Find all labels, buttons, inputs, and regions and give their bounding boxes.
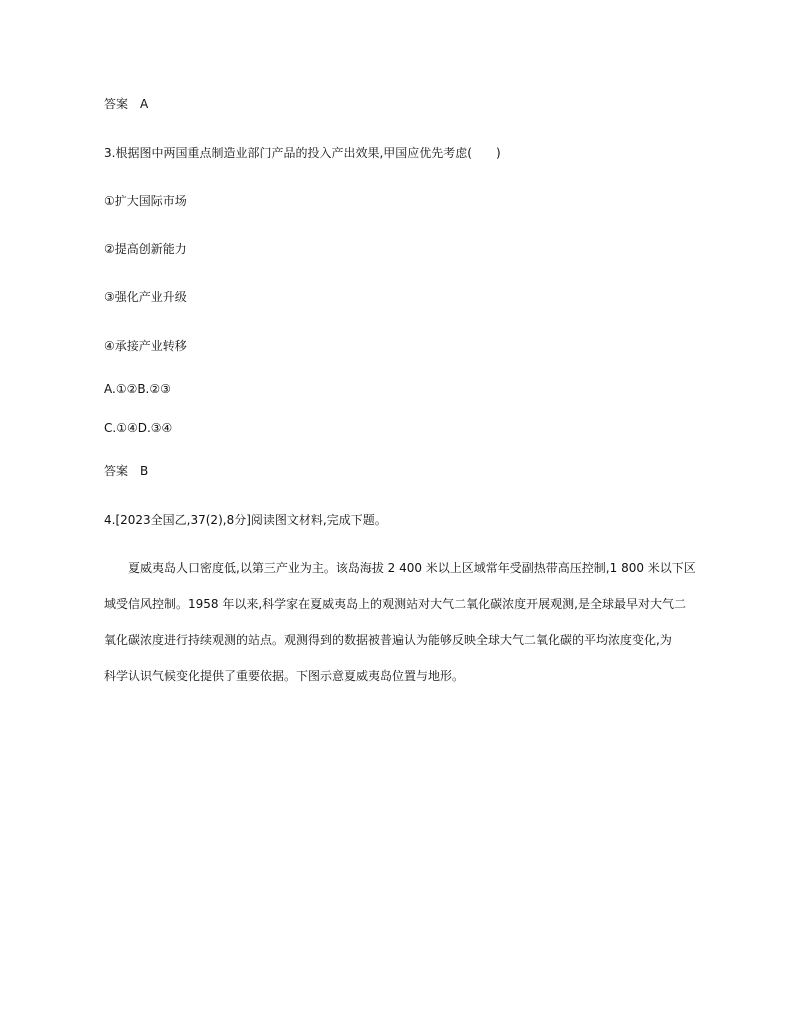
answer-label: 答案: [104, 97, 129, 111]
answer-label: 答案: [104, 464, 129, 478]
q3-statement-2: ②提高创新能力: [104, 242, 187, 256]
q4-stem: 4.[2023全国乙,37(2),8分]阅读图文材料,完成下题。: [104, 513, 387, 527]
q3-options-row-1: A.①②B.②③: [104, 382, 171, 396]
answer-value: A: [140, 97, 149, 111]
q3-stem: 3.根据图中两国重点制造业部门产品的投入产出效果,甲国应优先考虑( ): [104, 146, 501, 160]
q3-options-row-2: C.①④D.③④: [104, 421, 173, 435]
q3-answer: [104, 463, 148, 479]
material-line: 科学认识气候变化提供了重要依据。下图示意夏威夷岛位置与地形。: [104, 669, 465, 683]
material-line: 夏威夷岛人口密度低,以第三产业为主。该岛海拔 2 400 米以上区域常年受副热带高压控制,1 800 米以下区: [104, 561, 696, 575]
q3-statement-1: ①扩大国际市场: [104, 194, 187, 208]
q3-statement-3: ③强化产业升级: [104, 290, 187, 304]
material-line: 氧化碳浓度进行持续观测的站点。观测得到的数据被普遍认为能够反映全球大气二氧化碳的平均浓度变化,为: [104, 633, 672, 647]
material-line: 域受信风控制。1958 年以来,科学家在夏威夷岛上的观测站对大气二氧化碳浓度开展观测,是全球最早对大气二: [104, 597, 686, 611]
answer-value: B: [140, 464, 149, 478]
q2-answer: [104, 96, 148, 112]
q3-statement-4: ④承接产业转移: [104, 339, 187, 353]
